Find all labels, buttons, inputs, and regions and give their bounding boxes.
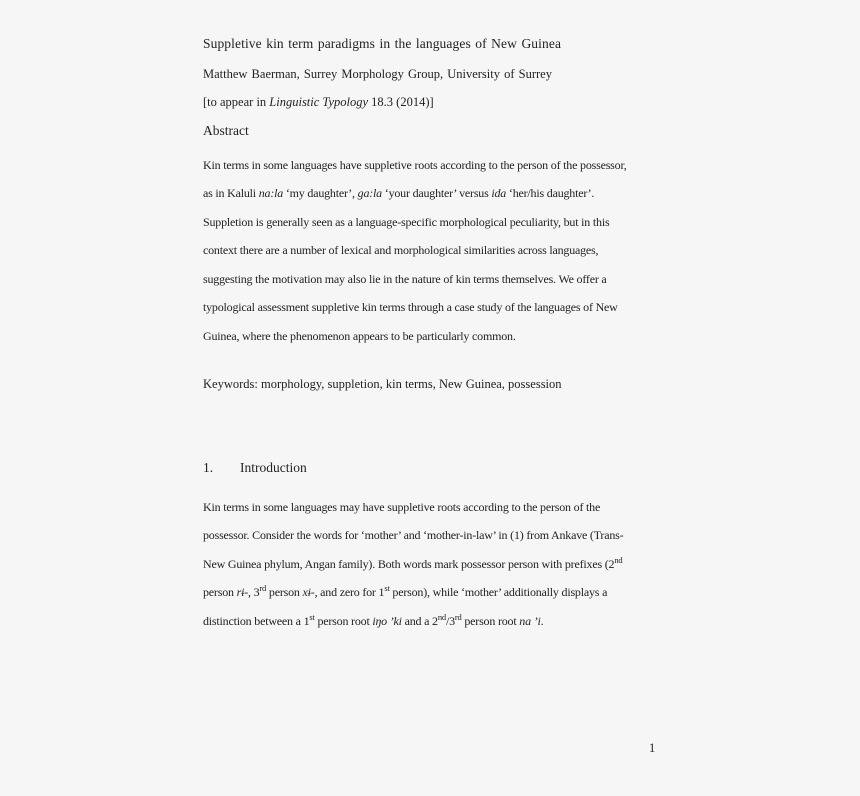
- text-segment: ‘my daughter’,: [283, 186, 358, 201]
- text-segment: and a 2: [401, 613, 438, 628]
- text-segment: .: [540, 613, 544, 628]
- text-segment: , and zero for 1: [314, 585, 385, 600]
- text-line: [203, 208, 627, 236]
- page-number: 1: [649, 741, 656, 755]
- text-segment: person root: [461, 613, 520, 628]
- superscript-text: rd: [259, 583, 267, 594]
- superscript-text: st: [384, 583, 390, 594]
- text-line: [203, 521, 623, 549]
- italic-text: na:la: [258, 186, 284, 201]
- text-segment: New Guinea phylum, Angan family). Both words mark possessor person with prefixes (2: [203, 556, 615, 571]
- text-line: [203, 151, 627, 179]
- text-segment: Kin terms in some languages have suppletive roots according to the person of the possessor,: [203, 158, 627, 172]
- text-line: [203, 550, 623, 578]
- italic-text: na ’i: [519, 613, 541, 628]
- author-line: Matthew Baerman, Surrey Morphology Group, University of Surrey: [203, 67, 552, 81]
- text-segment: ‘your daughter’ versus: [381, 186, 492, 201]
- superscript-text: nd: [437, 611, 446, 622]
- italic-text: iŋo ’ki: [372, 613, 402, 628]
- section-number: 1.: [203, 460, 214, 475]
- introduction-body: [203, 493, 623, 635]
- text-segment: [to appear in: [203, 95, 270, 109]
- text-line: [203, 94, 434, 110]
- text-segment: distinction between a 1: [203, 613, 310, 628]
- abstract-body: [203, 151, 627, 350]
- text-segment: possessor. Consider the words for ‘mother’ and ‘mother-in-law’ in (1) from Ankave (Trans-: [203, 528, 624, 543]
- text-segment: 18.3 (2014)]: [368, 95, 434, 109]
- superscript-text: nd: [614, 554, 623, 565]
- text-segment: typological assessment suppletive kin terms through a case study of the languages of New: [203, 300, 618, 315]
- italic-text: rɨ-: [236, 585, 248, 600]
- text-segment: suggesting the motivation may also lie in the nature of kin terms themselves. We offer a: [203, 271, 607, 286]
- text-segment: as in Kaluli: [203, 186, 259, 201]
- text-line: [203, 293, 627, 321]
- text-line: [203, 322, 627, 350]
- text-segment: person root: [314, 613, 373, 628]
- superscript-text: rd: [454, 611, 462, 622]
- text-segment: /3: [445, 613, 455, 628]
- text-segment: person: [266, 585, 303, 600]
- text-line: [203, 179, 627, 207]
- paper-title: Suppletive kin term paradigms in the languages of New Guinea: [203, 36, 562, 51]
- text-segment: context there are a number of lexical and morphological similarities across languages,: [203, 243, 599, 258]
- publication-note: [203, 94, 434, 110]
- section-title: Introduction: [240, 460, 307, 475]
- text-segment: ‘her/his daughter’.: [506, 186, 595, 201]
- text-line: [203, 607, 623, 635]
- text-segment: Suppletion is generally seen as a language-specific morphological peculiarity, but in this: [203, 214, 610, 229]
- text-line: [203, 493, 623, 521]
- text-segment: person: [203, 585, 237, 600]
- section-heading: [203, 460, 307, 476]
- text-line: [203, 265, 627, 293]
- text-segment: , 3: [248, 585, 260, 600]
- italic-text: Linguistic Typology: [269, 95, 369, 109]
- keywords-line: Keywords: morphology, suppletion, kin terms, New Guinea, possession: [203, 377, 562, 391]
- text-segment: Guinea, where the phenomenon appears to be particularly common.: [203, 328, 516, 343]
- text-line: [203, 578, 623, 606]
- abstract-heading: Abstract: [203, 123, 249, 138]
- superscript-text: st: [309, 611, 315, 622]
- italic-text: ga:la: [357, 186, 382, 201]
- text-line: [203, 236, 627, 264]
- italic-text: ida: [491, 186, 507, 201]
- italic-text: xɨ-: [302, 585, 315, 600]
- text-segment: person), while ‘mother’ additionally displays a: [389, 585, 608, 600]
- text-segment: Kin terms in some languages may have suppletive roots according to the person of the: [203, 500, 601, 514]
